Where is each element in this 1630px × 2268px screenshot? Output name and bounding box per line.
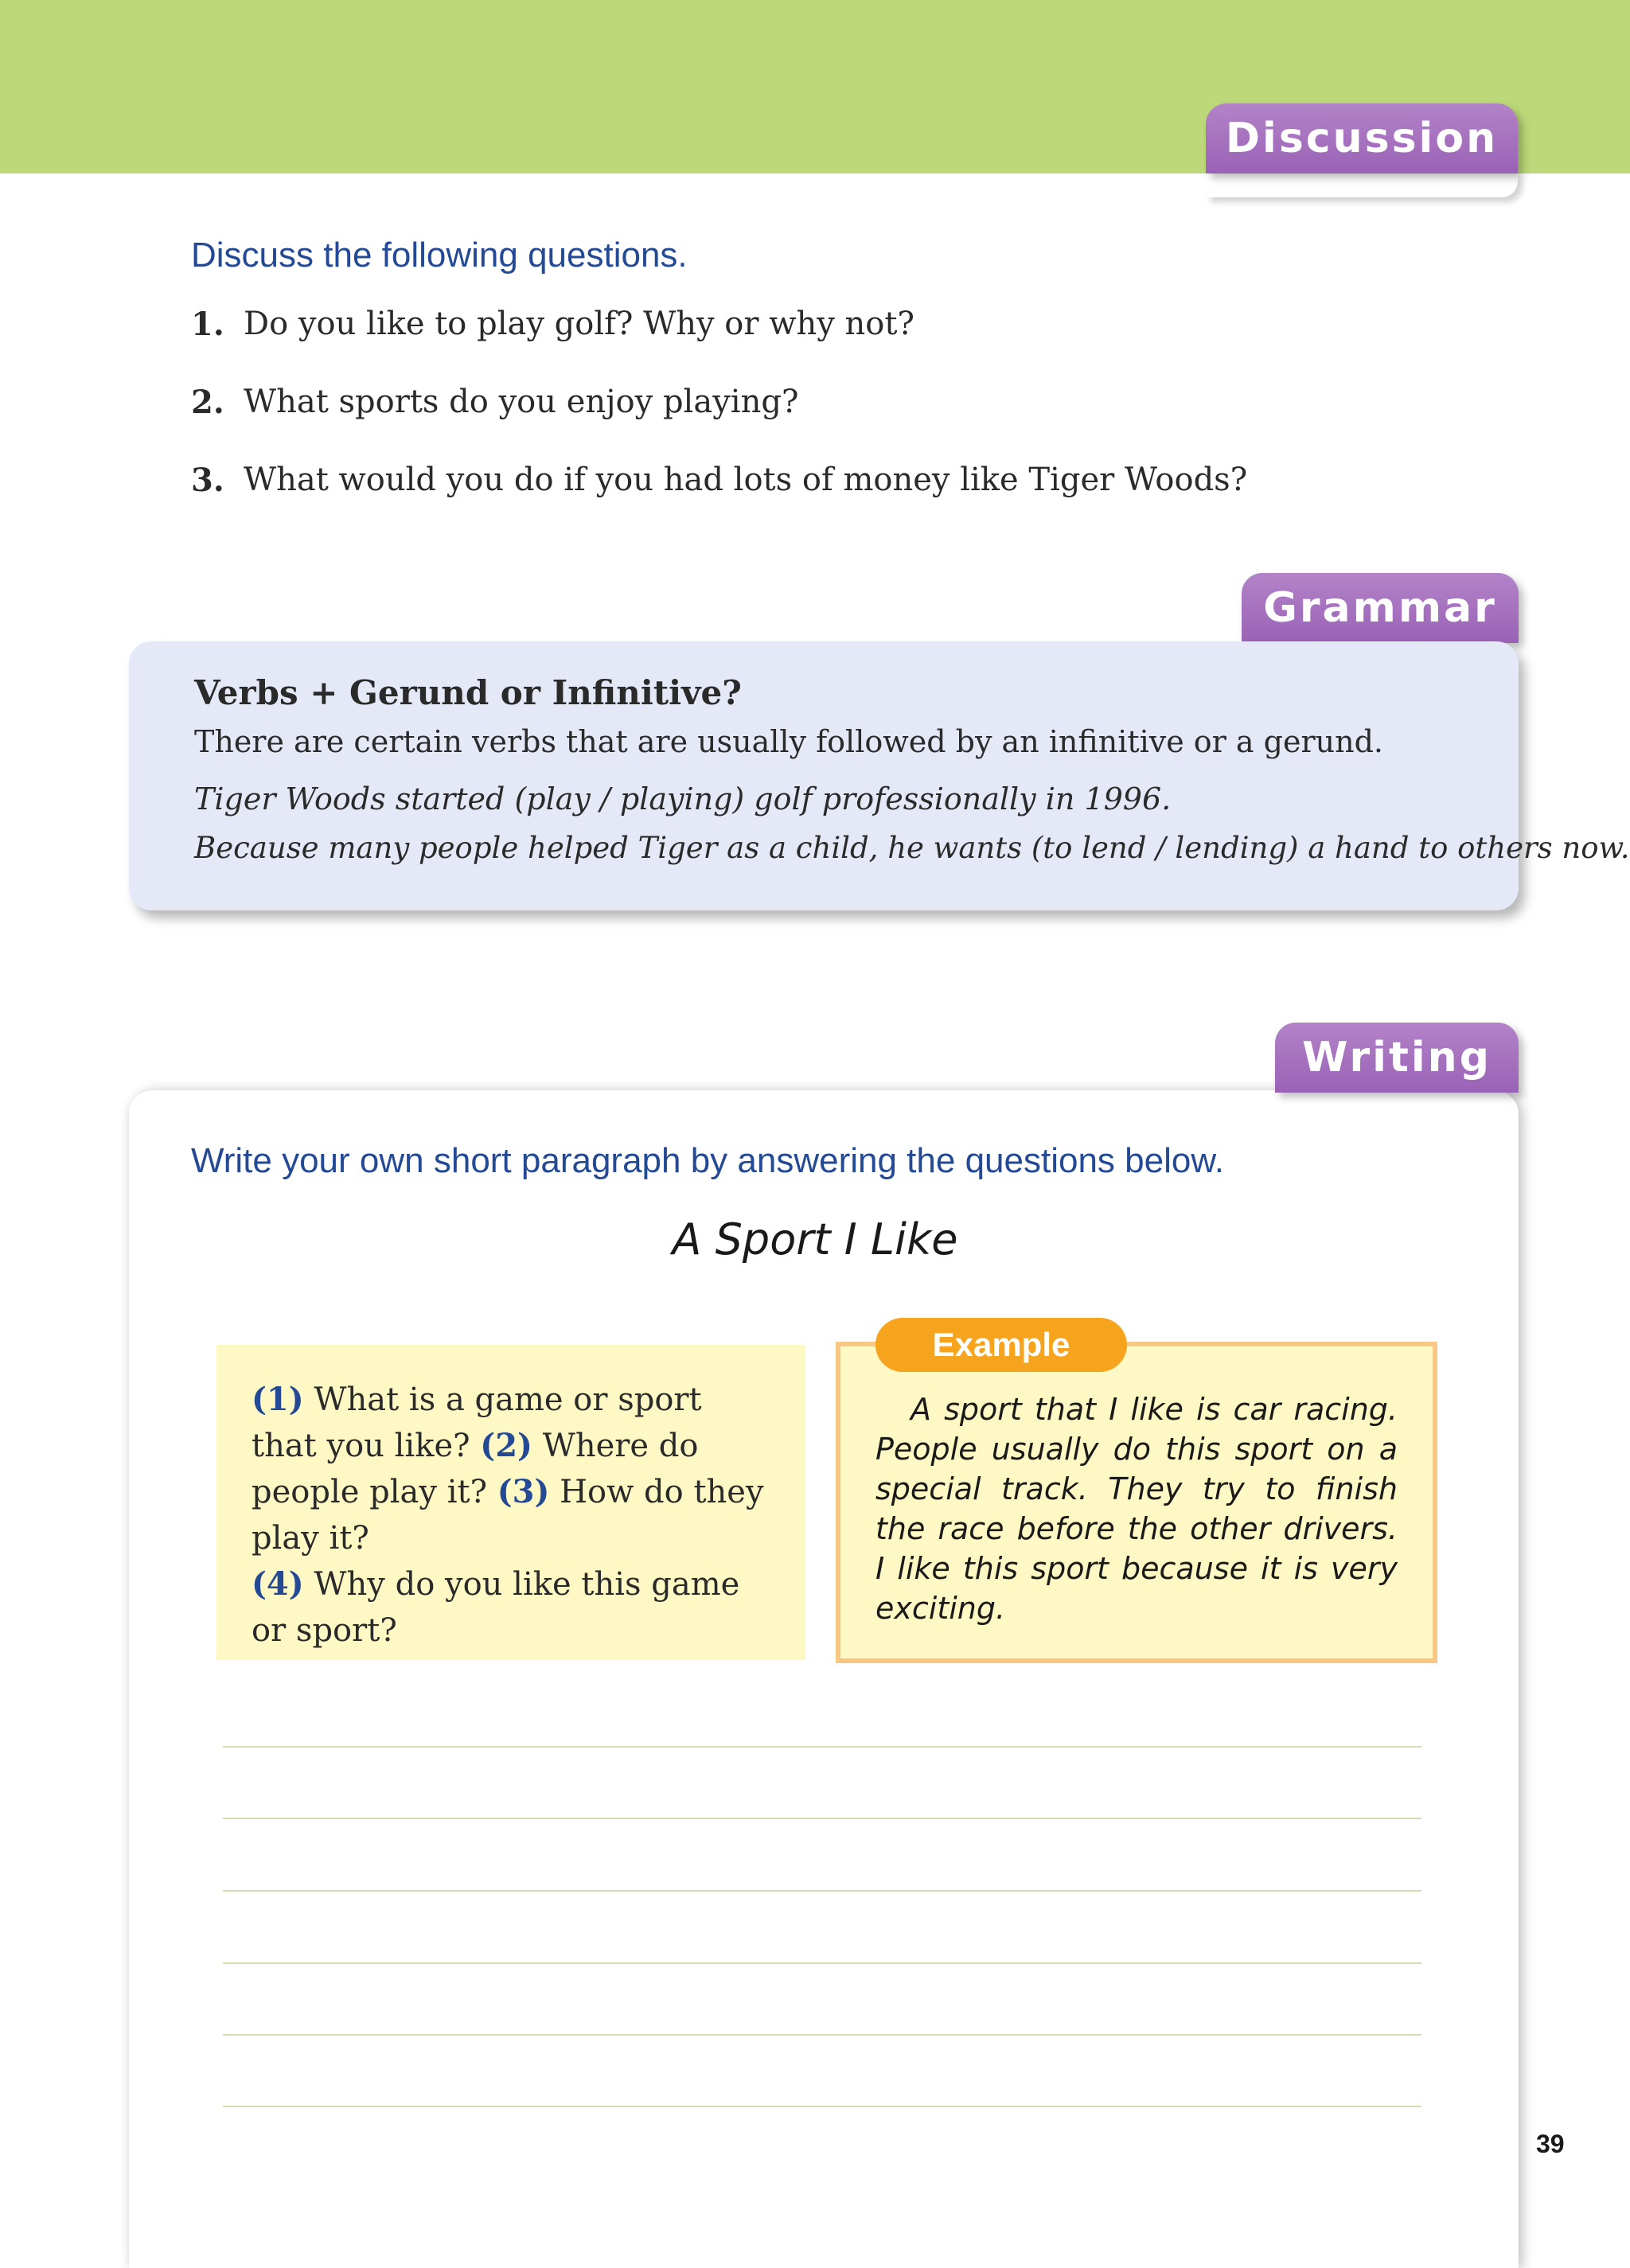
writing-title: A Sport I Like: [672, 1214, 958, 1265]
question-text: What would you do if you had lots of money like Tiger Woods?: [244, 462, 1248, 498]
writing-heading: Write your own short paragraph by answering the questions below.: [191, 1141, 1224, 1180]
grammar-box: [129, 641, 1630, 910]
grammar-example: Tiger Woods started (play / playing) golf professionally in 1996.: [194, 781, 1172, 816]
discussion-heading: Discuss the following questions.: [191, 236, 688, 275]
grammar-title: Verbs + Gerund or Infinitive?: [194, 673, 742, 712]
writing-line[interactable]: [223, 1818, 1421, 1819]
prompt-box: [216, 1345, 805, 1660]
writing-line[interactable]: [223, 2034, 1421, 2036]
writing-tab: Writing: [1275, 1023, 1519, 1093]
prompt-number: (1): [252, 1381, 304, 1418]
writing-line[interactable]: [223, 2106, 1421, 2107]
prompt-question: What is a game or sport that you like?: [252, 1381, 702, 1464]
writing-card: [129, 1090, 1519, 2268]
prompt-question: Where do people play it?: [252, 1428, 699, 1510]
question-item: [191, 306, 1385, 384]
writing-line[interactable]: [223, 1746, 1421, 1748]
example-box: [836, 1342, 1437, 1663]
prompt-text: [252, 1377, 777, 1654]
discussion-tab: Discussion: [1206, 103, 1518, 173]
example-paragraph: A sport that I like is car racing. People usually do this sport on a special track. They try to finish the race before the other drivers. I like this sport because it is very exciting.: [875, 1392, 1398, 1626]
question-number: 2.: [191, 384, 224, 421]
grammar-rule: There are certain verbs that are usually followed by an infinitive or a gerund.: [194, 724, 1383, 759]
question-text: Do you like to play golf? Why or why not?: [244, 306, 914, 342]
grammar-example: Because many people helped Tiger as a child, he wants (to lend / lending) a hand to others now.: [194, 831, 1630, 865]
prompt-question: How do they play it?: [252, 1474, 764, 1557]
prompt-number: (4): [252, 1565, 304, 1603]
prompt-question: Why do you like this game or sport?: [252, 1566, 740, 1649]
writing-line[interactable]: [223, 1962, 1421, 1964]
question-number: 3.: [191, 462, 224, 499]
example-label: Example: [875, 1318, 1127, 1372]
grammar-tab: Grammar: [1242, 573, 1519, 643]
question-item: [191, 384, 1385, 462]
question-number: 1.: [191, 306, 224, 343]
question-text: What sports do you enjoy playing?: [244, 384, 799, 420]
prompt-number: (2): [480, 1427, 532, 1464]
discussion-tab-shadow: [1206, 173, 1518, 197]
prompt-number: (3): [497, 1473, 550, 1510]
question-list: [191, 306, 1385, 540]
writing-line[interactable]: [223, 1890, 1421, 1892]
question-item: [191, 462, 1385, 540]
page-number: 39: [1536, 2130, 1565, 2158]
